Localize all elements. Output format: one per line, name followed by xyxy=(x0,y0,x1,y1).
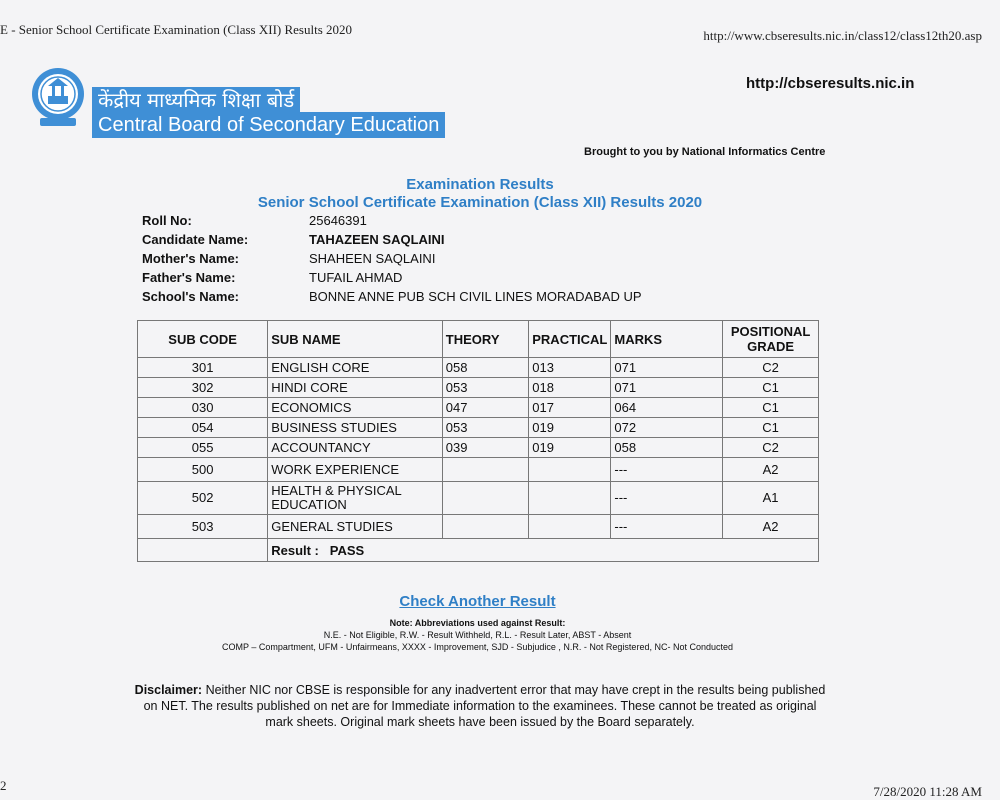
mother-name-label: Mother's Name: xyxy=(142,251,239,266)
practical-cell: 017 xyxy=(529,398,611,418)
cbse-emblem-icon xyxy=(30,66,86,128)
marks-cell: 072 xyxy=(611,418,723,438)
info-row-father xyxy=(142,268,642,287)
marks-cell: --- xyxy=(611,458,723,482)
father-name-value: TUFAIL AHMAD xyxy=(309,270,403,285)
header-sub-code: SUB CODE xyxy=(138,321,268,358)
header-marks: MARKS xyxy=(611,321,723,358)
marks-cell: --- xyxy=(611,515,723,539)
marks-cell: 064 xyxy=(611,398,723,418)
roll-value: 25646391 xyxy=(309,213,367,228)
grade-cell: A2 xyxy=(723,458,819,482)
note-line-2: COMP – Compartment, UFM - Unfairmeans, XXXX - Improvement, SJD - Subjudice , N.R. - Not Registered, NC- Not Conducted xyxy=(221,642,733,652)
sub-name-cell: HEALTH & PHYSICAL EDUCATION xyxy=(268,482,443,515)
school-name-label: School's Name: xyxy=(142,289,240,304)
marks-cell: 071 xyxy=(611,378,723,398)
marks-cell: --- xyxy=(611,482,723,515)
practical-cell xyxy=(529,482,611,515)
sub-code-cell: 030 xyxy=(138,398,268,418)
theory-cell: 053 xyxy=(442,418,528,438)
note-line-1: N.E. - Not Eligible, R.W. - Result Withheld, R.L. - Result Later, ABST - Absent xyxy=(323,630,632,640)
sub-name-cell: ACCOUNTANCY xyxy=(268,438,443,458)
grade-cell: C1 xyxy=(723,378,819,398)
header-positional-grade: POSITIONAL GRADE xyxy=(723,321,819,358)
info-row-candidate xyxy=(142,230,642,249)
practical-cell: 013 xyxy=(529,358,611,378)
disclaimer xyxy=(130,682,830,730)
sub-code-cell: 054 xyxy=(138,418,268,438)
grade-cell: C2 xyxy=(723,438,819,458)
candidate-name-value: TAHAZEEN SAQLAINI xyxy=(309,232,445,247)
info-row-school xyxy=(142,287,642,306)
roll-label: Roll No: xyxy=(142,213,192,228)
table-row xyxy=(138,438,819,458)
sub-name-cell: WORK EXPERIENCE xyxy=(268,458,443,482)
header-sub-name: SUB NAME xyxy=(268,321,443,358)
brought-by-note: Brought to you by National Informatics Centre xyxy=(584,146,826,158)
print-footer-timestamp: 7/28/2020 11:28 AM xyxy=(873,784,982,799)
practical-cell: 019 xyxy=(529,438,611,458)
result-empty-cell xyxy=(138,539,268,562)
father-name-label: Father's Name: xyxy=(142,270,236,285)
candidate-info xyxy=(142,211,642,306)
info-row-roll xyxy=(142,211,642,230)
sub-code-cell: 055 xyxy=(138,438,268,458)
table-row xyxy=(138,458,819,482)
table-row xyxy=(138,398,819,418)
theory-cell xyxy=(442,515,528,539)
school-name-value: BONNE ANNE PUB SCH CIVIL LINES MORADABAD UP xyxy=(309,289,642,304)
theory-cell: 058 xyxy=(442,358,528,378)
grade-cell: C1 xyxy=(723,398,819,418)
print-header-url: http://www.cbseresults.nic.in/class12/class12th20.asp xyxy=(703,28,982,43)
site-url[interactable]: http://cbseresults.nic.in xyxy=(746,75,915,92)
sub-code-cell: 503 xyxy=(138,515,268,539)
grade-cell: C2 xyxy=(723,358,819,378)
header-practical: PRACTICAL xyxy=(529,321,611,358)
theory-cell xyxy=(442,482,528,515)
practical-cell xyxy=(529,515,611,539)
theory-cell: 053 xyxy=(442,378,528,398)
practical-cell xyxy=(529,458,611,482)
theory-cell xyxy=(442,458,528,482)
sub-code-cell: 302 xyxy=(138,378,268,398)
check-another-result-link[interactable]: Check Another Result xyxy=(399,593,556,610)
grade-cell: A1 xyxy=(723,482,819,515)
table-header-row xyxy=(138,321,819,358)
table-row xyxy=(138,515,819,539)
table-row xyxy=(138,482,819,515)
print-footer-page: 2 xyxy=(0,778,7,793)
practical-cell: 019 xyxy=(529,418,611,438)
sub-name-cell: HINDI CORE xyxy=(268,378,443,398)
sub-code-cell: 301 xyxy=(138,358,268,378)
print-header-title: E - Senior School Certificate Examination (Class XII) Results 2020 xyxy=(0,22,353,37)
result-cell xyxy=(268,539,819,562)
sub-code-cell: 500 xyxy=(138,458,268,482)
board-name-hindi: केंद्रीय माध्यमिक शिक्षा बोर्ड xyxy=(92,87,300,113)
result-row xyxy=(138,539,819,562)
results-table xyxy=(137,320,819,562)
practical-cell: 018 xyxy=(529,378,611,398)
sub-name-cell: ECONOMICS xyxy=(268,398,443,418)
exam-title: Examination Results xyxy=(406,176,554,193)
disclaimer-label: Disclaimer: xyxy=(134,683,203,697)
grade-cell: A2 xyxy=(723,515,819,539)
header-theory: THEORY xyxy=(442,321,528,358)
table-row xyxy=(138,378,819,398)
marks-cell: 058 xyxy=(611,438,723,458)
info-row-mother xyxy=(142,249,642,268)
result-value: PASS xyxy=(329,542,365,558)
board-name-english: Central Board of Secondary Education xyxy=(92,112,445,138)
candidate-name-label: Candidate Name: xyxy=(142,232,249,247)
sub-name-cell: GENERAL STUDIES xyxy=(268,515,443,539)
grade-cell: C1 xyxy=(723,418,819,438)
disclaimer-text: Neither NIC nor CBSE is responsible for any inadvertent error that may have crept in the results being published on NET. The results published on net are for Immediate information to the examinees. These cannot be treated as original mark sheets. Original mark sheets have been issued by the Board separately. xyxy=(143,683,826,729)
theory-cell: 047 xyxy=(442,398,528,418)
table-row xyxy=(138,418,819,438)
mother-name-value: SHAHEEN SAQLAINI xyxy=(309,251,436,266)
marks-cell: 071 xyxy=(611,358,723,378)
theory-cell: 039 xyxy=(442,438,528,458)
table-row xyxy=(138,358,819,378)
sub-code-cell: 502 xyxy=(138,482,268,515)
sub-name-cell: ENGLISH CORE xyxy=(268,358,443,378)
sub-name-cell: BUSINESS STUDIES xyxy=(268,418,443,438)
note-title: Note: Abbreviations used against Result: xyxy=(389,618,566,628)
result-label: Result : xyxy=(271,542,319,558)
exam-subtitle: Senior School Certificate Examination (Class XII) Results 2020 xyxy=(257,194,703,211)
